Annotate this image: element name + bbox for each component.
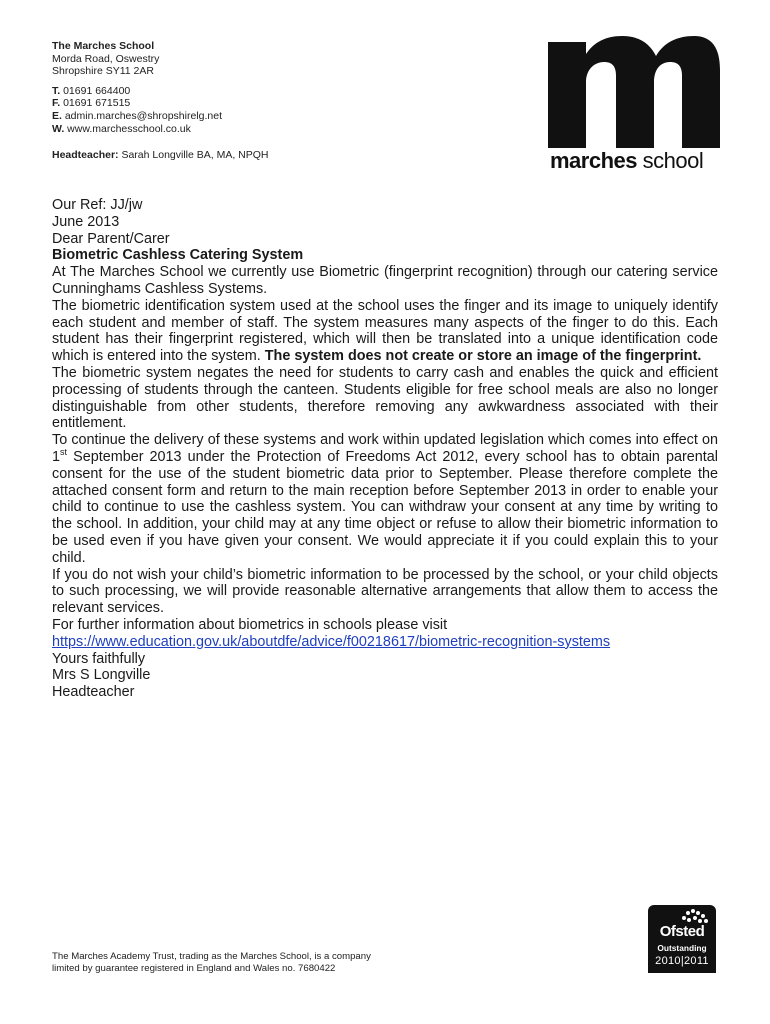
telephone-line (52, 85, 269, 98)
website-address: www.marchesschool.co.uk (67, 122, 191, 135)
logo-word-marches: marches (550, 148, 638, 173)
email-label: E. (52, 109, 62, 122)
fax-number: 01691 671515 (63, 97, 131, 110)
reference: Our Ref: JJ/jw (52, 197, 143, 213)
biometrics-info-link[interactable]: https://www.education.gov.uk/aboutdfe/advice/f00218617/biometric-recognition-systems (52, 633, 611, 650)
paragraph-4-start: To continue the delivery of these systems and work within updated legislation which comes into effect on 1 (52, 432, 718, 465)
paragraph-6-text: For further information about biometrics in schools please visit (52, 616, 448, 633)
ordinal-suffix: st (60, 447, 68, 458)
telephone-number: 01691 664400 (63, 84, 131, 97)
ofsted-years: 2010|2011 (655, 955, 709, 967)
logo-wordmark (550, 148, 703, 174)
closing: Yours faithfully (52, 650, 146, 667)
marches-school-logo (548, 36, 720, 176)
ofsted-rating: Outstanding (657, 943, 707, 953)
fax-line (52, 97, 269, 110)
paragraph-1: At The Marches School we currently use Biometric (fingerprint recognition) through our catering service Cunninghams Cashless Systems. (52, 264, 718, 297)
logo-word-school: school (642, 148, 704, 173)
ofsted-badge (648, 905, 716, 973)
headteacher-line (52, 149, 269, 162)
salutation: Dear Parent/Carer (52, 230, 170, 247)
letter-body (52, 197, 718, 701)
fax-label: F. (52, 97, 61, 110)
website-line (52, 123, 269, 136)
telephone-label: T. (52, 84, 61, 97)
ofsted-name: Ofsted (659, 923, 705, 940)
headteacher-name: Sarah Longville BA, MA, NPQH (121, 149, 269, 162)
logo-m-glyph (548, 36, 720, 148)
email-address: admin.marches@shropshirelg.net (64, 109, 222, 122)
paragraph-6 (52, 617, 718, 651)
paragraph-2 (52, 298, 718, 365)
website-label: W. (52, 122, 65, 135)
letter-subject: Biometric Cashless Catering System (52, 247, 304, 264)
address-line-2: Shropshire SY11 2AR (52, 65, 154, 78)
paragraph-2-text: The biometric identification system used at the school uses the finger and its image to uniquely identify each student and member of staff. The system measures many aspects of the finger to do this. Each student has their fingerprint registered, which will then be translated into a unique identification code which is entered into the system. (52, 297, 718, 365)
letter-date: June 2013 (52, 213, 120, 230)
footer-line-1: The Marches Academy Trust, trading as the Marches School, is a company (52, 951, 371, 962)
paragraph-2-emphasis: The system does not create or store an image of the fingerprint. (264, 348, 702, 365)
school-address-block (52, 40, 269, 162)
footer-legal (52, 951, 392, 976)
headteacher-label: Headteacher: (52, 149, 119, 162)
paragraph-4-rest: September 2013 under the Protection of Freedoms Act 2012, every school has to obtain parental consent for the use of the student biometric data prior to September. Please therefore complete the attached consent form and return to the main reception before September 2013 in order to enable your child to continue to use the cashless system. You can withdraw your consent at any time by writing to the school. In addition, your child may at any time object or refuse to allow their biometric information to be used even if you have given your consent. We would appreciate it if you could explain this to your child. (52, 448, 718, 566)
footer-line-2: limited by guarantee registered in England and Wales no. 7680422 (52, 963, 336, 975)
paragraph-3: The biometric system negates the need for students to carry cash and enables the quick and efficient processing of students through the canteen. Students eligible for free school meals are also no longer distinguishable from other students, therefore removing any awkwardness associated with their entitlement. (52, 364, 718, 432)
signatory-title: Headteacher (52, 684, 135, 701)
signatory-name: Mrs S Longville (52, 667, 151, 684)
address-line-1: Morda Road, Oswestry (52, 52, 160, 65)
paragraph-5: If you do not wish your child’s biometric information to be processed by the school, or your child objects to such processing, we will provide reasonable alternative arrangements that allow them to access the relevant services. (52, 566, 718, 617)
paragraph-4 (52, 432, 718, 566)
email-line (52, 110, 269, 123)
school-name: The Marches School (52, 40, 155, 52)
